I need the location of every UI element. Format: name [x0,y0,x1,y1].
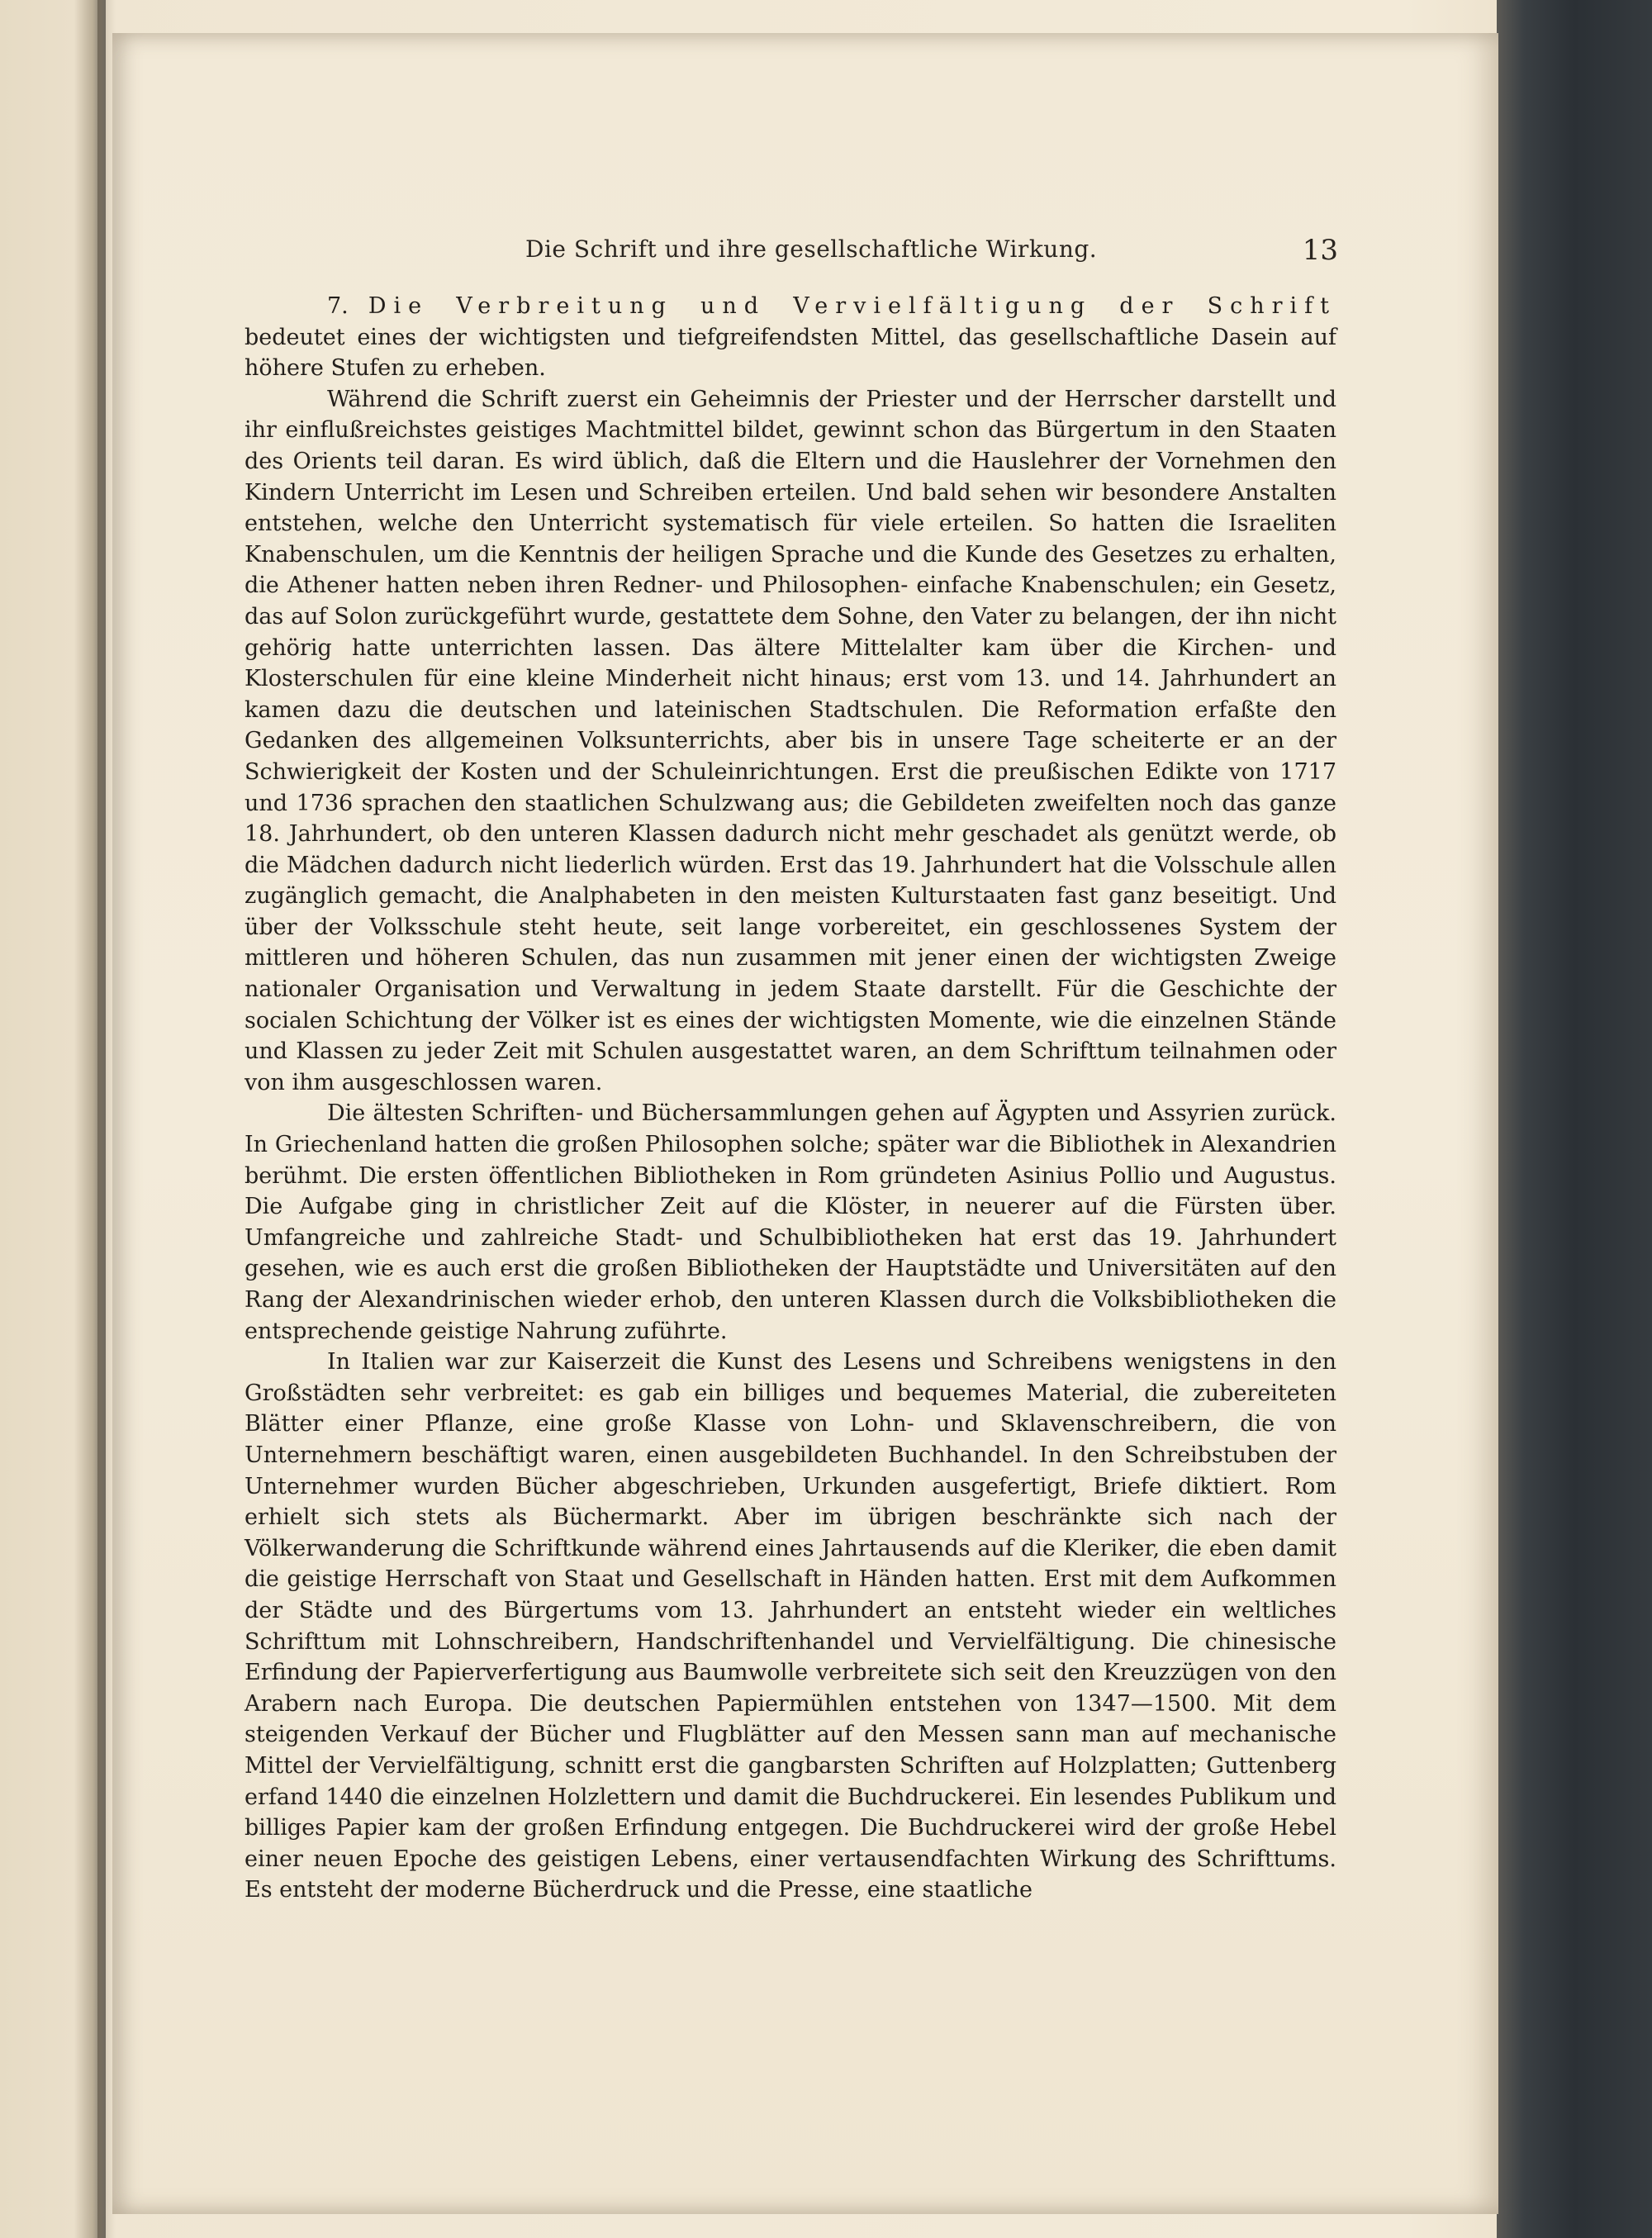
paragraph [244,291,1336,384]
paragraph: In Italien war zur Kaiserzeit die Kunst des Lesens und Schreibens wenigstens in den Großstädten sehr verbreitet: es gab ein billiges und bequemes Material, die zubereiteten Blätter einer Pflanze, eine große Klasse von Lohn- und Sklavenschreibern, die von Unternehmern beschäftigt waren, einen ausgebildeten Buchhandel. In den Schreibstuben der Unternehmer wurden Bücher abgeschrieben, Urkunden ausgefertigt, Briefe diktiert. Rom erhielt sich stets als Büchermarkt. Aber im übrigen beschränkte sich nach der Völkerwanderung die Schriftkunde während eines Jahrtausends auf die Kleriker, die eben damit die geistige Herrschaft von Staat und Gesellschaft in Händen hatten. Erst mit dem Aufkommen der Städte und des Bürgertums vom 13. Jahrhundert an entsteht wieder ein weltliches Schrifttum mit Lohnschreibern, Handschriftenhandel und Vervielfältigung. Die chinesische Erfindung der Papierverfertigung aus Baumwolle verbreitete sich seit den Kreuzzügen von den Arabern nach Europa. Die deutschen Papiermühlen entstehen von 1347—1500. Mit dem steigenden Verkauf der Bücher und Flugblätter auf den Messen sann man auf mechanische Mittel der Vervielfältigung, schnitt erst die gangbarsten Schriften auf Holzplatten; Guttenberg erfand 1440 die einzelnen Holzlettern und damit die Buchdruckerei. Ein lesendes Publikum und billiges Papier kam der großen Erfindung entgegen. Die Buchdruckerei wird der große Hebel einer neuen Epoche des geistigen Lebens, einer vertausendfachten Wirkung des Schrifttums. Es entsteht der moderne Bücherdruck und die Presse, eine staatliche [244,1349,1336,1903]
page-number: 13 [1302,234,1338,267]
section-heading: Die Verbreitung und Vervielfältigung der Schrift [368,293,1336,319]
body-text [244,291,1336,1906]
book-cover-edge [1497,0,1652,2238]
page-header [244,235,1338,272]
paragraph: Die ältesten Schriften- und Büchersammlungen gehen auf Ägypten und Assyrien zurück. In Griechenland hatten die großen Philosophen solche; später war die Bibliothek in Alexandrien berühmt. Die ersten öffentlichen Bibliotheken in Rom gründeten Asinius Pollio und Augustus. Die Aufgabe ging in christlicher Zeit auf die Klöster, in neuerer auf die Fürsten über. Umfangreiche und zahlreiche Stadt- und Schulbibliotheken hat erst das 19. Jahrhundert gesehen, wie es auch erst die großen Bibliotheken der Hauptstädte und Universitäten auf den Rang der Alexandrinischen wieder erhob, den unteren Klassen durch die Volksbibliotheken die entsprechende geistige Nahrung zuführte. [244,1100,1336,1344]
section-number: 7. [327,293,349,319]
running-title: Die Schrift und ihre gesellschaftliche Wirkung. [525,235,1098,263]
left-page-edge [0,0,106,2238]
paragraph: Während die Schrift zuerst ein Geheimnis der Priester und der Herrscher darstellt und ihr einflußreichstes geistiges Machtmittel bildet, gewinnt schon das Bürgertum in den Staaten des Orients teil daran. Es wird üblich, daß die Eltern und die Hauslehrer der Vornehmen den Kindern Unterricht im Lesen und Schreiben erteilen. Und bald sehen wir besondere Anstalten entstehen, welche den Unterricht systematisch für viele erteilen. So hatten die Israeliten Knabenschulen, um die Kenntnis der heiligen Sprache und die Kunde des Gesetzes zu erhalten, die Athener hatten neben ihren Redner- und Philosophen- einfache Knabenschulen; ein Gesetz, das auf Solon zurückgeführt wurde, gestattete dem Sohne, den Vater zu belangen, der ihn nicht gehörig hatte unterrichten lassen. Das ältere Mittelalter kam über die Kirchen- und Klosterschulen für eine kleine Minderheit nicht hinaus; erst vom 13. und 14. Jahrhundert an kamen dazu die deutschen und lateinischen Stadtschulen. Die Reformation erfaßte den Gedanken des allgemeinen Volksunterrichts, aber bis in unsere Tage scheiterte er an der Schwierigkeit der Kosten und der Schuleinrichtungen. Erst die preußischen Edikte von 1717 und 1736 sprachen den staatlichen Schulzwang aus; die Gebildeten zweifelten noch das ganze 18. Jahrhundert, ob den unteren Klassen dadurch nicht mehr geschadet als genützt werde, ob die Mädchen dadurch nicht liederlich würden. Erst das 19. Jahrhundert hat die Volsschule allen zugänglich gemacht, die Analphabeten in den meisten Kulturstaaten fast ganz beseitigt. Und über der Volksschule steht heute, seit lange vorbereitet, ein geschlossenes System der mittleren und höheren Schulen, das nun zusammen mit jener einen der wichtigsten Zweige nationaler Organisation und Verwaltung in jedem Staate darstellt. Für die Geschichte der socialen Schichtung der Völker ist es eines der wichtigsten Momente, wie die einzelnen Stände und Klassen zu jeder Zeit mit Schulen ausgestattet waren, an dem Schrifttum teilnahmen oder von ihm ausgeschlossen waren. [244,386,1336,1095]
paragraph-text: bedeutet eines der wichtigsten und tiefgreifendsten Mittel, das gesellschaftliche Dasein auf höhere Stufen zu erheben. [244,324,1336,382]
